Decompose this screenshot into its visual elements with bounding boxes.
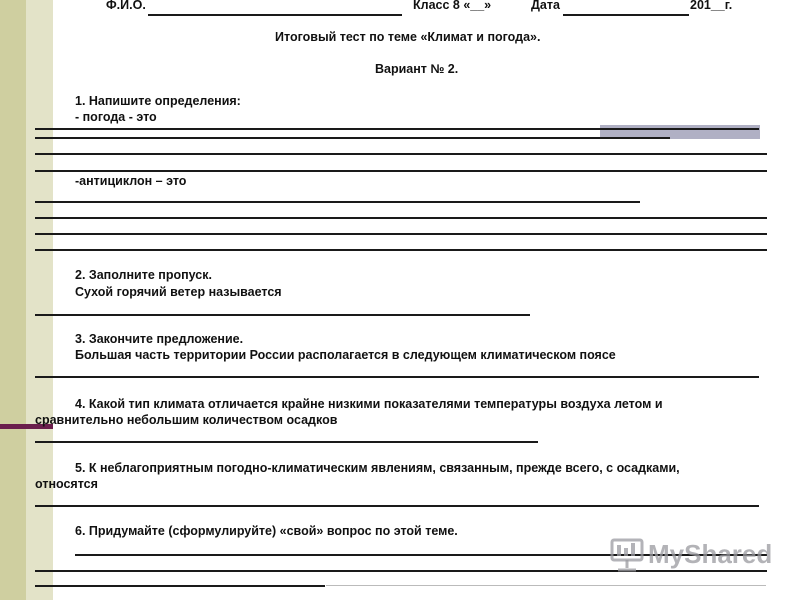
date-label: Дата: [531, 0, 560, 12]
watermark-text: MyShared: [648, 539, 773, 569]
sidebar-stripe-light: [26, 0, 53, 600]
q2-prompt: Сухой горячий ветер называется: [75, 285, 282, 299]
answer-line: [35, 585, 325, 587]
answer-line: [35, 505, 759, 507]
answer-line: [35, 137, 670, 139]
q6-heading: 6. Придумайте (сформулируйте) «свой» вопрос по этой теме.: [75, 524, 458, 538]
myshared-logo-icon: [606, 536, 648, 576]
q2-heading: 2. Заполните пропуск.: [75, 268, 212, 282]
variant-label: Вариант № 2.: [375, 62, 459, 76]
q4-line1: 4. Какой тип климата отличается крайне низкими показателями температуры воздуха летом и: [75, 397, 663, 411]
answer-line: [35, 249, 767, 251]
fio-answer-line: [148, 14, 402, 16]
year-label: 201__г.: [690, 0, 733, 12]
fio-label: Ф.И.О.: [106, 0, 146, 12]
class-label: Класс 8 «__»: [413, 0, 492, 12]
answer-line: [35, 376, 759, 378]
q5-line2: относятся: [35, 477, 98, 491]
sidebar-stripe: [0, 0, 26, 600]
q5-line1: 5. К неблагоприятным погодно-климатическим явлениям, связанным, прежде всего, с осадками,: [75, 461, 680, 475]
date-answer-line: [563, 14, 689, 16]
answer-line: [35, 128, 759, 130]
q3-prompt: Большая часть территории России располагается в следующем климатическом поясе: [75, 348, 616, 362]
answer-line: [35, 153, 767, 155]
q1-term-anticyclone: -антициклон – это: [75, 174, 187, 188]
answer-line: [35, 201, 640, 203]
answer-line: [35, 441, 538, 443]
q1-heading: 1. Напишите определения:: [75, 94, 241, 108]
page-title: Итоговый тест по теме «Климат и погода».: [275, 30, 541, 44]
q1-term-weather: - погода - это: [75, 110, 157, 124]
answer-line: [35, 314, 530, 316]
q3-heading: 3. Закончите предложение.: [75, 332, 244, 346]
q4-line2: сравнительно небольшим количеством осадков: [35, 413, 338, 427]
answer-line: [35, 217, 767, 219]
answer-line: [35, 170, 767, 172]
answer-line: [35, 233, 767, 235]
answer-line-faint: [326, 585, 766, 586]
myshared-watermark: [606, 536, 773, 576]
